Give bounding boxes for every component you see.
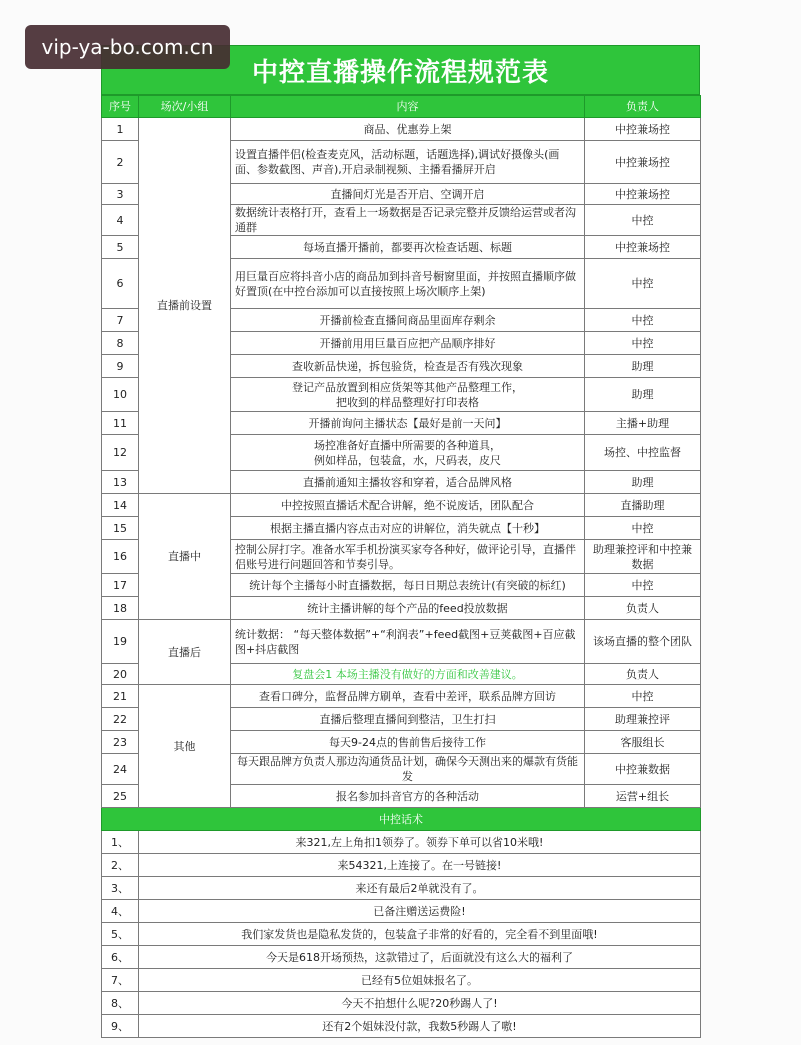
row-owner: 运营+组长 [585,785,701,808]
row-owner: 中控 [585,259,701,309]
script-row [102,969,701,992]
script-text: 来321,左上角扣1领券了。领券下单可以省10米哦! [139,831,701,854]
script-row [102,923,701,946]
row-owner: 中控兼场控 [585,236,701,259]
row-owner: 中控兼场控 [585,141,701,184]
header-row [102,96,701,118]
watermark: vip-ya-bo.com.cn [25,25,230,69]
row-content: 直播后整理直播间到整洁，卫生打扫 [231,708,585,731]
row-content: 直播前通知主播妆容和穿着，适合品牌风格 [231,471,585,494]
group-cell: 其他 [139,685,231,808]
script-row [102,1015,701,1038]
script-row [102,900,701,923]
row-content: 数据统计表格打开，查看上一场数据是否记录完整并反馈给运营或者沟通群 [231,205,585,236]
row-content: 中控按照直播话术配合讲解，绝不说废话，团队配合 [231,494,585,517]
row-content: 场控准备好直播中所需要的各种道具， 例如样品，包装盒，水，尺码表，皮尺 [231,435,585,471]
script-rows [102,831,701,1038]
row-owner: 该场直播的整个团队 [585,620,701,664]
row-owner: 直播助理 [585,494,701,517]
row-number: 14 [102,494,139,517]
script-row [102,946,701,969]
row-number: 13 [102,471,139,494]
group-cell: 直播后 [139,620,231,685]
script-row [102,877,701,900]
header-no: 序号 [102,96,139,118]
script-title-row [102,808,701,831]
row-number: 23 [102,731,139,754]
table-row [102,494,701,517]
header-content: 内容 [231,96,585,118]
row-number: 11 [102,412,139,435]
row-content: 每天9-24点的售前售后接待工作 [231,731,585,754]
row-number: 5 [102,236,139,259]
script-number: 8、 [102,992,139,1015]
row-content: 根据主播直播内容点击对应的讲解位，消失就点【十秒】 [231,517,585,540]
script-number: 7、 [102,969,139,992]
row-content: 设置直播伴侣(检查麦克风，活动标题，话题选择),调试好摄像头(画面、参数截图、声音),开启录制视频、主播看播屏开启 [231,141,585,184]
row-owner: 场控、中控监督 [585,435,701,471]
row-owner: 中控 [585,574,701,597]
header-owner: 负责人 [585,96,701,118]
script-text: 今天不拍想什么呢?20秒踢人了! [139,992,701,1015]
row-content: 用巨量百应将抖音小店的商品加到抖音号橱窗里面，并按照直播顺序做好置顶(在中控台添加可以直接按照上场次顺序上架) [231,259,585,309]
script-number: 4、 [102,900,139,923]
row-owner: 助理兼控评和中控兼数据 [585,540,701,574]
row-owner: 助理 [585,355,701,378]
row-number: 2 [102,141,139,184]
row-number: 10 [102,378,139,412]
script-number: 9、 [102,1015,139,1038]
row-owner: 客服组长 [585,731,701,754]
script-number: 6、 [102,946,139,969]
row-number: 1 [102,118,139,141]
row-content: 登记产品放置到相应货架等其他产品整理工作， 把收到的样品整理好打印表格 [231,378,585,412]
row-content: 报名参加抖音官方的各种活动 [231,785,585,808]
process-table [101,95,701,1038]
row-number: 4 [102,205,139,236]
table-row [102,685,701,708]
row-content: 控制公屏打字。准备水军手机扮演买家夸各种好，做评论引导，直播伴侣账号进行问题回答和节奏引导。 [231,540,585,574]
row-content: 商品、优惠券上架 [231,118,585,141]
row-owner: 中控 [585,309,701,332]
row-content: 统计数据： “每天整体数据”+“利润表”+feed截图+豆荚截图+百应截图+抖店截图 [231,620,585,664]
table-row [102,118,701,141]
row-number: 24 [102,754,139,785]
script-row [102,854,701,877]
script-number: 3、 [102,877,139,900]
script-text: 来还有最后2单就没有了。 [139,877,701,900]
row-content: 直播间灯光是否开启、空调开启 [231,184,585,205]
header-group: 场次/小组 [139,96,231,118]
script-text: 我们家发货也是隐私发货的，包装盒子非常的好看的，完全看不到里面哦! [139,923,701,946]
row-number: 17 [102,574,139,597]
script-number: 1、 [102,831,139,854]
script-text: 今天是618开场预热，这款错过了，后面就没有这么大的福利了 [139,946,701,969]
script-section [102,808,701,831]
row-number: 7 [102,309,139,332]
script-text: 还有2个姐妹没付款，我数5秒踢人了嗷! [139,1015,701,1038]
sheet-title: 中控直播操作流程规范表 [101,45,700,95]
row-owner: 助理 [585,471,701,494]
row-owner: 助理 [585,378,701,412]
row-owner: 主播+助理 [585,412,701,435]
row-number: 15 [102,517,139,540]
row-content: 开播前询问主播状态【最好是前一天问】 [231,412,585,435]
script-number: 2、 [102,854,139,877]
row-content: 统计主播讲解的每个产品的feed投放数据 [231,597,585,620]
script-row [102,831,701,854]
script-title: 中控话术 [102,808,701,831]
row-number: 25 [102,785,139,808]
row-number: 21 [102,685,139,708]
process-rows [102,118,701,808]
row-number: 8 [102,332,139,355]
row-owner: 中控 [585,205,701,236]
row-number: 18 [102,597,139,620]
row-number: 20 [102,664,139,685]
row-content: 每场直播开播前，都要再次检查话题、标题 [231,236,585,259]
row-number: 3 [102,184,139,205]
row-number: 22 [102,708,139,731]
row-content: 复盘会1 本场主播没有做好的方面和改善建议。 [231,664,585,685]
row-owner: 中控兼数据 [585,754,701,785]
row-owner: 负责人 [585,664,701,685]
row-content: 每天跟品牌方负责人那边沟通货品计划，确保今天测出来的爆款有货能发 [231,754,585,785]
script-number: 5、 [102,923,139,946]
row-owner: 中控兼场控 [585,184,701,205]
row-owner: 中控 [585,685,701,708]
row-number: 16 [102,540,139,574]
script-row [102,992,701,1015]
row-content: 开播前检查直播间商品里面库存剩余 [231,309,585,332]
script-text: 来54321,上连接了。在一号链接! [139,854,701,877]
process-sheet [101,45,700,1038]
row-owner: 中控兼场控 [585,118,701,141]
row-number: 19 [102,620,139,664]
row-owner: 中控 [585,517,701,540]
row-content: 开播前用用巨量百应把产品顺序排好 [231,332,585,355]
row-content: 查收新品快递，拆包验货，检查是否有残次现象 [231,355,585,378]
row-content: 统计每个主播每小时直播数据，每日日期总表统计(有突破的标红) [231,574,585,597]
table-row [102,620,701,664]
row-number: 12 [102,435,139,471]
group-cell: 直播前设置 [139,118,231,494]
script-text: 已备注赠送运费险! [139,900,701,923]
row-content: 查看口碑分，监督品牌方刷单，查看中差评，联系品牌方回访 [231,685,585,708]
row-owner: 助理兼控评 [585,708,701,731]
group-cell: 直播中 [139,494,231,620]
row-owner: 负责人 [585,597,701,620]
row-number: 9 [102,355,139,378]
script-text: 已经有5位姐妹报名了。 [139,969,701,992]
row-number: 6 [102,259,139,309]
row-owner: 中控 [585,332,701,355]
